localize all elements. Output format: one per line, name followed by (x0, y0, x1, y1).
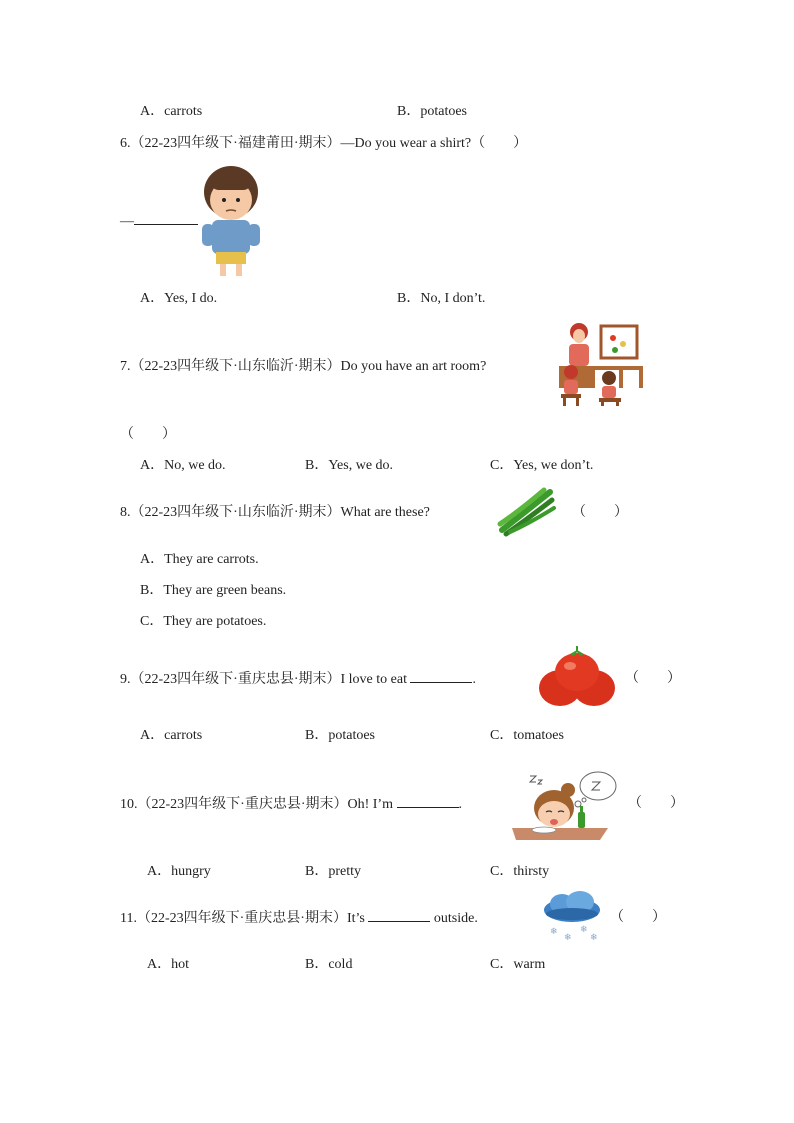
q6-stem: 6.（22-23四年级下·福建莆田·期末）—Do you wear a shirt?（ ） (120, 136, 528, 151)
svg-text:❄: ❄ (580, 925, 588, 935)
q9-stem: 9.（22-23四年级下·重庆忠县·期末）I love to eat . (120, 672, 476, 687)
q7-option-a[interactable]: A．No, we do. (140, 458, 226, 473)
q7-option-c[interactable]: C．Yes, we don’t. (490, 458, 594, 473)
tomatoes-picture (538, 644, 616, 710)
q11-option-c[interactable]: C．warm (490, 957, 546, 972)
answer-paren[interactable]: （ ） (471, 136, 528, 151)
q10-option-a[interactable]: A．hungry (147, 864, 211, 879)
green-beans-picture (498, 486, 556, 536)
q10-answer-paren[interactable]: （ ） (628, 796, 684, 811)
thirsty-girl-picture (508, 770, 620, 842)
answer-blank[interactable] (134, 212, 198, 225)
q5-option-a[interactable]: A．carrots (140, 104, 203, 119)
svg-text:❄: ❄ (550, 927, 558, 937)
answer-blank[interactable] (410, 670, 472, 683)
q7-stem: 7.（22-23四年级下·山东临沂·期末）Do you have an art room? (120, 359, 487, 374)
q8-option-a[interactable]: A．They are carrots. (140, 552, 259, 567)
art-room-picture (553, 320, 649, 406)
q10-option-c[interactable]: C．thirsty (490, 864, 550, 879)
q8-option-c[interactable]: C．They are potatoes. (140, 614, 267, 629)
q6-option-a[interactable]: A．Yes, I do. (140, 291, 218, 306)
q9-option-a[interactable]: A．carrots (140, 728, 203, 743)
answer-blank[interactable] (397, 795, 459, 808)
q6-option-b[interactable]: B．No, I don’t. (397, 291, 486, 306)
q9-option-c[interactable]: C．tomatoes (490, 728, 564, 743)
q7-answer-paren[interactable]: （ ） (120, 427, 176, 442)
q8-answer-paren[interactable]: （ ） (572, 505, 628, 520)
q9-answer-paren[interactable]: （ ） (625, 671, 681, 686)
q8-stem: 8.（22-23四年级下·山东临沂·期末）What are these? (120, 505, 430, 520)
q8-option-b[interactable]: B．They are green beans. (140, 583, 287, 598)
q11-option-b[interactable]: B．cold (305, 957, 353, 972)
svg-text:❄: ❄ (564, 933, 572, 943)
q11-option-a[interactable]: A．hot (147, 957, 190, 972)
q9-option-b[interactable]: B．potatoes (305, 728, 375, 743)
boy-picture (198, 162, 264, 278)
snow-cloud-picture (540, 890, 604, 942)
q6-answer-line[interactable]: — (120, 212, 198, 231)
svg-text:❄: ❄ (590, 933, 598, 943)
q11-stem: 11.（22-23四年级下·重庆忠县·期末）It’s outside. (120, 911, 478, 926)
q7-option-b[interactable]: B．Yes, we do. (305, 458, 394, 473)
q10-option-b[interactable]: B．pretty (305, 864, 361, 879)
answer-blank[interactable] (368, 909, 430, 922)
q11-answer-paren[interactable]: （ ） (610, 910, 666, 925)
q10-stem: 10.（22-23四年级下·重庆忠县·期末）Oh! I’m . (120, 797, 462, 812)
q5-option-b[interactable]: B．potatoes (397, 104, 467, 119)
